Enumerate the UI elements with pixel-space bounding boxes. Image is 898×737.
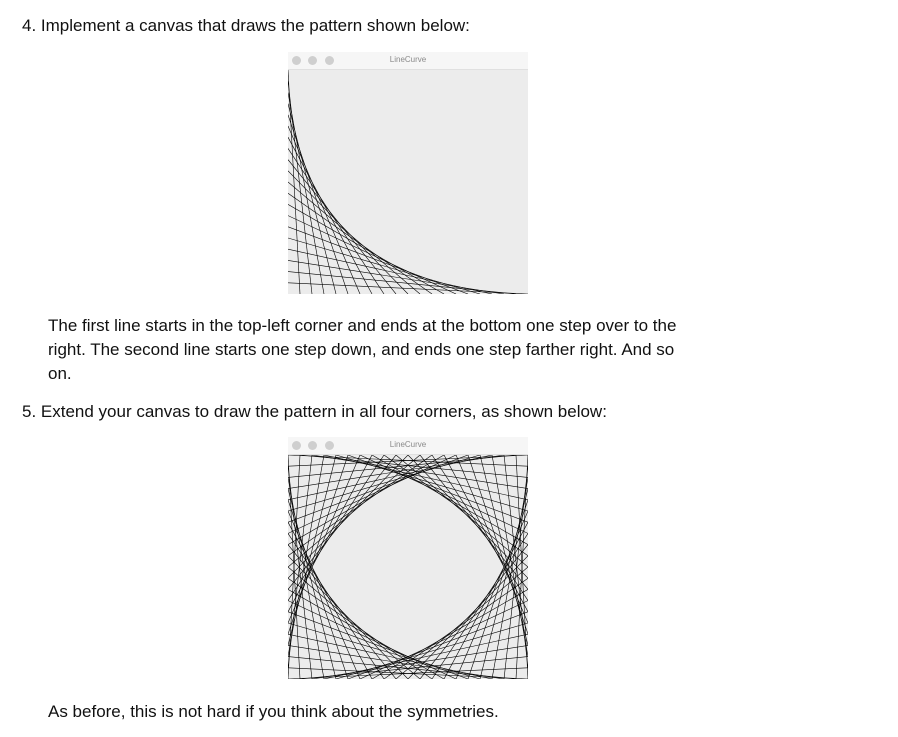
line-curve-canvas <box>288 70 528 294</box>
curve-line-bottom-left <box>288 589 444 679</box>
curve-line-bottom-left <box>288 533 384 679</box>
curve-line-top-right <box>372 455 528 545</box>
four-corner-curve-canvas <box>288 455 528 679</box>
curve-line-bottom-left <box>288 148 384 294</box>
window-title: LineCurve <box>389 440 427 449</box>
description-line: right. The second line starts one step down, and ends one step farther right. And so <box>48 340 675 359</box>
linecurve-window-four-corners <box>288 437 528 679</box>
exercise-4-description <box>48 314 676 386</box>
curve-line-bottom-left <box>288 204 444 294</box>
description-line: The first line starts in the top-left corner and ends at the bottom one step over to the <box>48 316 677 335</box>
curve-line-top-right <box>432 455 528 601</box>
curve-line-top-left <box>288 455 384 601</box>
curve-line-bottom-right <box>396 567 528 679</box>
curve-line-bottom-right <box>408 556 528 679</box>
description-line: on. <box>48 364 72 383</box>
curve-line-bottom-right <box>432 533 528 679</box>
exercise-4-heading: 4. Implement a canvas that draws the pattern shown below: <box>22 16 470 35</box>
curve-line-bottom-left <box>288 92 324 294</box>
exercise-5-heading: 5. Extend your canvas to draw the pattern in all four corners, as shown below: <box>22 402 607 421</box>
linecurve-window-single <box>288 52 528 294</box>
curve-line-bottom-left <box>288 556 408 679</box>
window-titlebar <box>288 52 528 70</box>
curve-line-bottom-left <box>288 182 420 294</box>
window-title: LineCurve <box>389 55 427 64</box>
curve-line-bottom-left <box>288 260 504 294</box>
curve-line-bottom-left <box>288 115 348 294</box>
window-titlebar <box>288 437 528 455</box>
closing-remark: As before, this is not hard if you think about the symmetries. <box>48 702 499 721</box>
curve-line-bottom-right <box>372 589 528 679</box>
curve-line-top-left <box>288 455 444 545</box>
curve-line-top-right <box>396 455 528 567</box>
curve-line-bottom-left <box>288 171 408 294</box>
